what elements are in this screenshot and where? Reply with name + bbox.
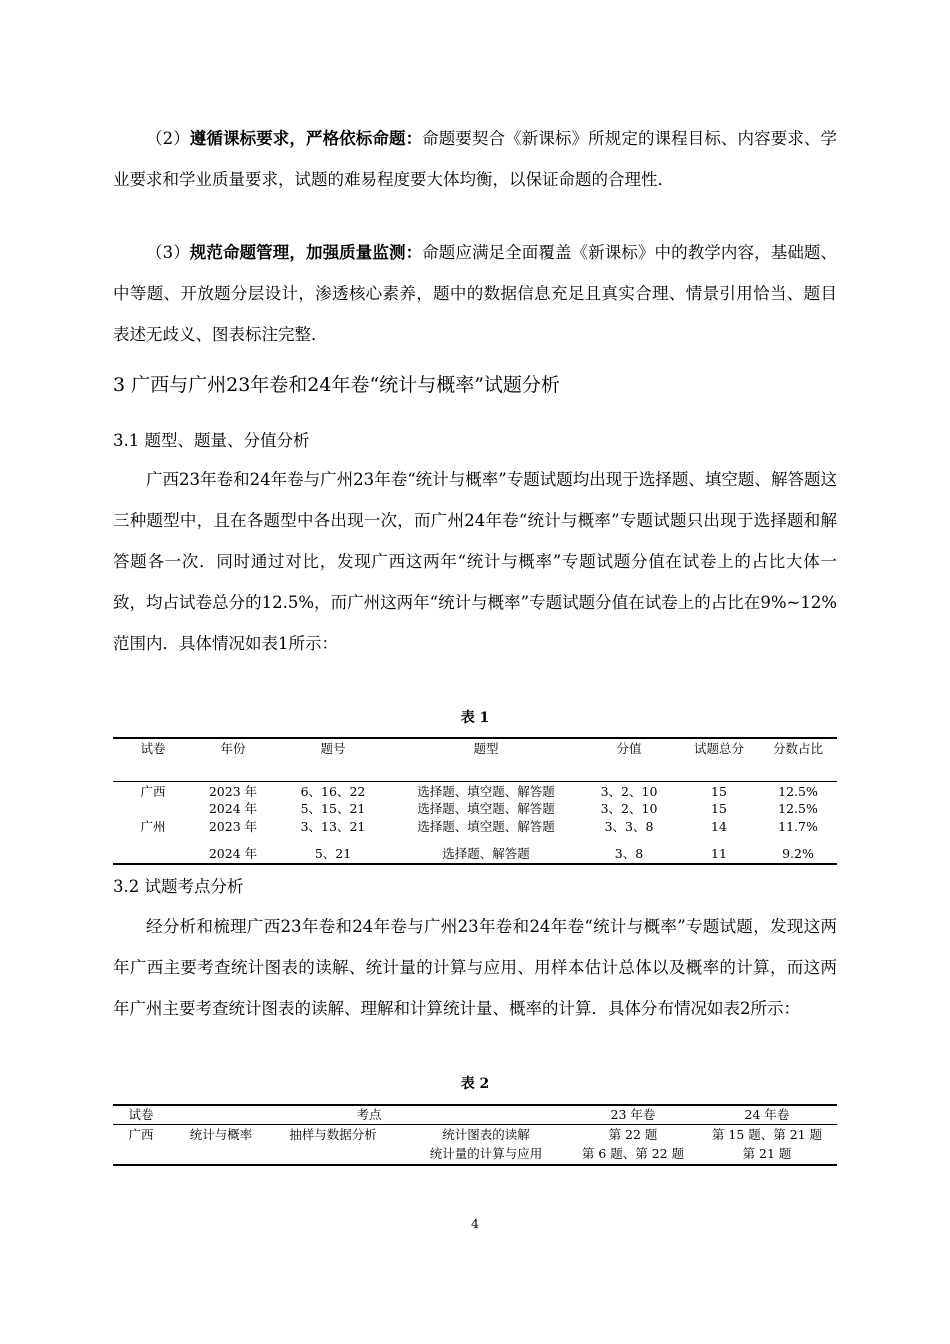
table1-cell: 5、15、21: [300, 801, 366, 816]
section-heading-3: 3 广西与广州23年卷和24年卷“统计与概率”试题分析: [113, 374, 560, 396]
paragraph-principle-3: [113, 232, 837, 355]
paragraph-text: 命题要契合《新课标》所规定的课程目标、内容要求、学业要求和学业质量要求，试题的难易程度要大体均衡，以保证命题的合理性．: [113, 129, 838, 189]
table2-header-cell: 24 年卷: [744, 1107, 790, 1122]
table2-header-cell: 试卷: [128, 1107, 154, 1122]
table1-cell: 3、13、21: [300, 819, 366, 834]
table1-cell: 3、2、10: [600, 784, 658, 799]
table2: [113, 1104, 837, 1170]
table1-cell: 2023 年: [208, 784, 258, 799]
table1-cell: 3、2、10: [600, 801, 658, 816]
table1-header-cell: 题号: [320, 741, 346, 756]
page-number: 4: [471, 1216, 479, 1231]
table1-cell: 11.7%: [778, 819, 818, 834]
paragraph-3-2: 经分析和梳理广西23年卷和24年卷与广州23年卷和24年卷“统计与概率”专题试题，发现这两年广西主要考查统计图表的读解、统计量的计算与应用、用样本估计总体以及概率的计算，而这两年广州主要考查统计图表的读解、理解和计算统计量、概率的计算．具体分布情况如表2所示：: [113, 917, 837, 1018]
paragraph-bold-lead: 遵循课标要求，严格依标命题：: [189, 129, 423, 148]
table2-cell: 统计与概率: [189, 1127, 253, 1142]
table1-cell: 选择题、填空题、解答题: [417, 819, 555, 834]
table1-header-cell: 题型: [473, 741, 499, 756]
paragraph-label: （3）: [146, 243, 190, 262]
table1-cell: 选择题、填空题、解答题: [417, 784, 555, 799]
table2-bottom-rule: [113, 1164, 837, 1166]
table1-cell: 15: [711, 801, 727, 816]
table1-cell: 12.5%: [778, 801, 818, 816]
table1-cell: 广州: [140, 819, 166, 834]
table1-header-cell: 试题总分: [693, 741, 744, 756]
table2-header-cell: 23 年卷: [610, 1107, 656, 1122]
table1-top-rule: [113, 737, 837, 739]
table1-cell: 2024 年: [208, 801, 258, 816]
table1-cell: 3、3、8: [604, 819, 654, 834]
table1-header-cell: 试卷: [140, 741, 166, 756]
table1-cell: 14: [711, 819, 727, 834]
table1-cell: 6、16、22: [300, 784, 366, 799]
table1-caption: 表 1: [460, 710, 490, 726]
table1-cell: 5、21: [314, 846, 352, 861]
table2-cell: 第 15 题、第 21 题: [711, 1127, 823, 1142]
table1-header-cell: 分值: [616, 741, 642, 756]
paragraph-text: 命题应满足全面覆盖《新课标》中的教学内容，基础题、中等题、开放题分层设计，渗透核心素养，题中的数据信息充足且真实合理、情景引用恰当、题目表述无歧义、图表标注完整．: [113, 243, 838, 344]
table2-cell: 第 6 题、第 22 题: [581, 1146, 685, 1161]
section-heading-3-2: 3.2 试题考点分析: [113, 877, 244, 896]
table2-cell: 统计量的计算与应用: [429, 1146, 543, 1161]
table1-header-cell: 分数占比: [772, 741, 823, 756]
table1-cell: 选择题、解答题: [442, 846, 530, 861]
table1-cell: 2023 年: [208, 819, 258, 834]
table1-header-cell: 年份: [220, 741, 246, 756]
table1-cell: 11: [711, 846, 727, 861]
table2-cell: 第 22 题: [608, 1127, 658, 1142]
section-heading-3-1: 3.1 题型、题量、分值分析: [113, 431, 310, 450]
table2-cell: 广西: [128, 1127, 154, 1142]
table2-caption: 表 2: [460, 1076, 490, 1092]
table2-header-cell: 考点: [356, 1107, 382, 1122]
table2-cell: 统计图表的读解: [442, 1127, 530, 1142]
paragraph-3-1: 广西23年卷和24年卷与广州23年卷“统计与概率”专题试题均出现于选择题、填空题、解答题这三种题型中，且在各题型中各出现一次，而广州24年卷“统计与概率”专题试题只出现于选择题和解答题各一次．同时通过对比，发现广西这两年“统计与概率”专题试题分值在试卷上的占比大体一致，均占试卷总分的12.5%，而广州这两年“统计与概率”专题试题分值在试卷上的占比在9%~12%范围内．具体情况如表1所示：: [113, 470, 837, 653]
paragraph-label: （2）: [146, 129, 190, 148]
paragraph-bold-lead: 规范命题管理，加强质量监测：: [189, 243, 423, 262]
table1-header-rule: [113, 781, 837, 782]
table1-cell: 12.5%: [778, 784, 818, 799]
table1-cell: 3、8: [614, 846, 644, 861]
table2-cell: 抽样与数据分析: [289, 1127, 377, 1142]
table1-cell: 选择题、填空题、解答题: [417, 801, 555, 816]
table1-cell: 15: [711, 784, 727, 799]
table2-cell: 第 21 题: [742, 1146, 792, 1161]
paragraph-principle-2: [113, 118, 837, 200]
table2-header-rule: [113, 1124, 837, 1125]
table1-cell: 9.2%: [782, 846, 814, 861]
table1-cell: 广西: [140, 784, 166, 799]
table1-bottom-rule: [113, 863, 837, 865]
table1: [113, 737, 837, 867]
table1-cell: 2024 年: [208, 846, 258, 861]
